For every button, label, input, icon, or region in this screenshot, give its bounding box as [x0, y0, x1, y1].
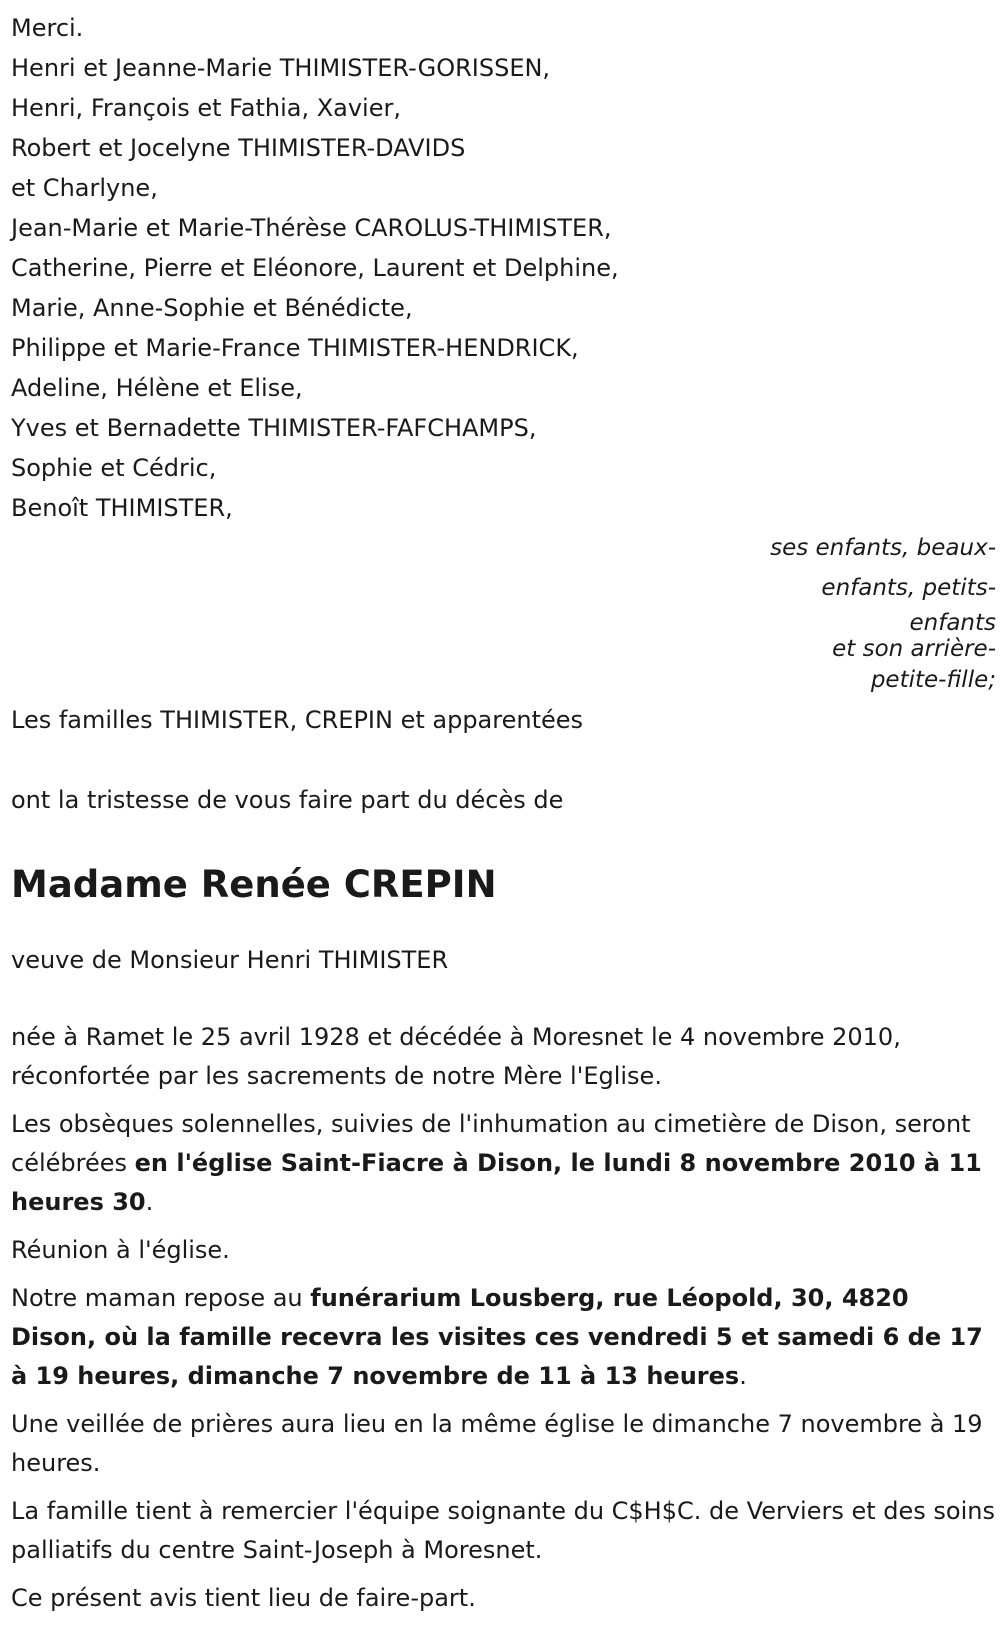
vigil-paragraph: Une veillée de prières aura lieu en la même église le dimanche 7 novembre à 19 heures.	[11, 1410, 983, 1477]
thanks-paragraph: La famille tient à remercier l'équipe soignante du C$H$C. de Verviers et des soins palliatifs du centre Saint-Joseph à Moresnet.	[11, 1497, 995, 1564]
relation-note	[746, 528, 996, 700]
rest-end: .	[739, 1362, 747, 1390]
families-line: Les familles THIMISTER, CREPIN et apparentées	[11, 706, 584, 734]
family-line: Henri et Jeanne-Marie THIMISTER-GORISSEN,	[11, 54, 551, 82]
family-list	[11, 48, 991, 528]
relation-line: ses enfants, beaux-	[770, 535, 996, 561]
birth-death-paragraph: née à Ramet le 25 avril 1928 et décédée à Moresnet le 4 novembre 2010, réconfortée par les sacrements de notre Mère l'Eglise.	[11, 1023, 901, 1090]
funeral-end: .	[145, 1188, 154, 1216]
family-line: et Charlyne,	[11, 174, 158, 202]
family-line: Marie, Anne-Sophie et Bénédicte,	[11, 294, 413, 322]
family-line: Yves et Bernadette THIMISTER-FAFCHAMPS,	[11, 414, 537, 442]
family-line: Benoît THIMISTER,	[11, 494, 233, 522]
rest-paragraph	[11, 1279, 996, 1396]
widow-of-line: veuve de Monsieur Henri THIMISTER	[11, 946, 449, 974]
funeral-intro: Les obsèques solennelles, suivies de l'inhumation au cimetière de Dison, seront célébrées	[11, 1110, 971, 1177]
family-line: Jean-Marie et Marie-Thérèse CAROLUS-THIMISTER,	[11, 214, 612, 242]
funeral-paragraph	[11, 1105, 996, 1222]
rest-intro: Notre maman repose au	[11, 1284, 311, 1312]
relation-line: enfants	[909, 610, 996, 636]
family-line: Robert et Jocelyne THIMISTER-DAVIDS	[11, 134, 466, 162]
family-line: Adeline, Hélène et Elise,	[11, 374, 303, 402]
opening-line: Merci.	[11, 14, 84, 42]
reunion-paragraph: Réunion à l'église.	[11, 1236, 230, 1264]
closing-paragraph: Ce présent avis tient lieu de faire-part.	[11, 1584, 476, 1612]
family-line: Philippe et Marie-France THIMISTER-HENDRICK,	[11, 334, 579, 362]
deceased-name: Madame Renée CREPIN	[11, 863, 497, 906]
family-line: Sophie et Cédric,	[11, 454, 217, 482]
funeral-details: en l'église Saint-Fiacre à Dison, le lundi 8 novembre 2010 à 11 heures 30	[11, 1149, 982, 1216]
rest-details: funérarium Lousberg, rue Léopold, 30, 4820 Dison, où la famille recevra les visites ces vendredi 5 et samedi 6 de 17 à 19 heures, dimanche 7 novembre de 11 à 13 heures	[11, 1284, 983, 1390]
relation-line: et son arrière-	[832, 636, 996, 662]
family-line: Catherine, Pierre et Eléonore, Laurent et Delphine,	[11, 254, 619, 282]
relation-line: enfants, petits-	[821, 575, 996, 601]
relation-line: petite-fille;	[870, 667, 996, 693]
sadness-line: ont la tristesse de vous faire part du décès de	[11, 786, 564, 814]
obituary-notice	[11, 8, 996, 1627]
family-line: Henri, François et Fathia, Xavier,	[11, 94, 401, 122]
